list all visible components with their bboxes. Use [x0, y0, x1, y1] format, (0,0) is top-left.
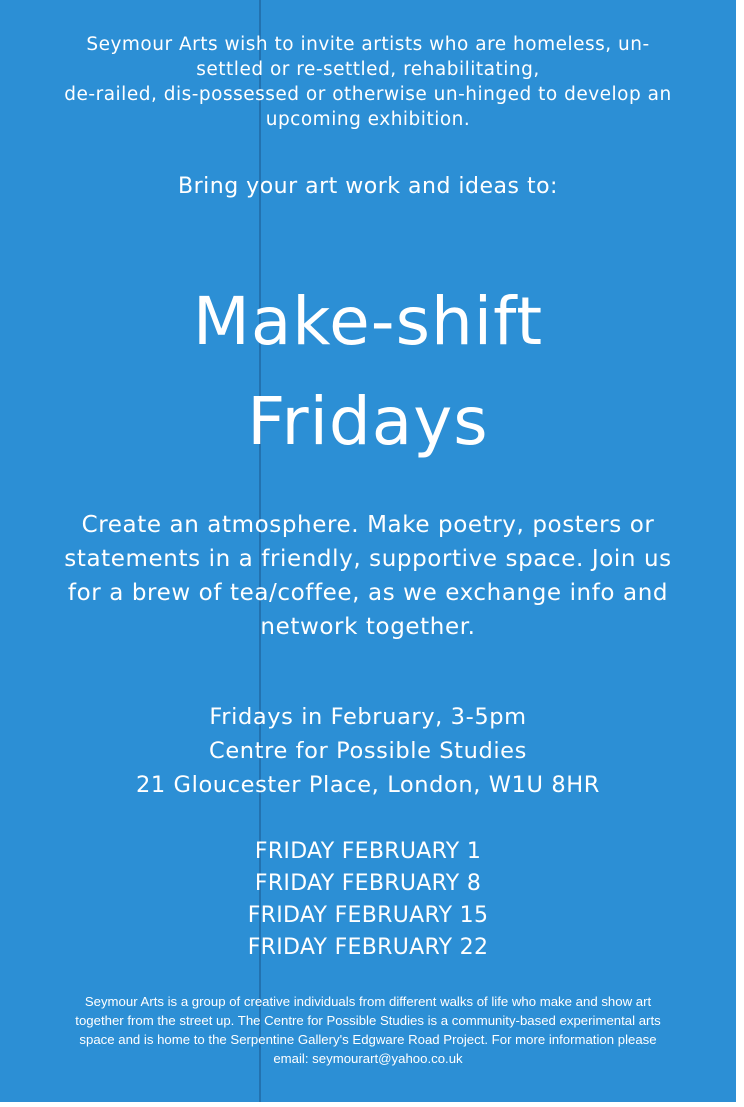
date-item: FRIDAY FEBRUARY 1 [254, 839, 482, 864]
event-title [0, 272, 736, 472]
description-line: statements in a friendly, supportive space. Join us [64, 546, 672, 572]
footer-text [6, 992, 730, 1068]
description-line: for a brew of tea/coffee, as we exchange info and [67, 580, 669, 606]
invitation-line: upcoming exhibition. [265, 109, 471, 130]
footer-line: Seymour Arts is a group of creative individuals from different walks of life who make and show art [84, 994, 652, 1009]
event-address: 21 Gloucester Place, London, W1U 8HR [135, 772, 601, 798]
description-text [6, 508, 730, 644]
date-item: FRIDAY FEBRUARY 22 [247, 935, 489, 960]
invitation-line: de-railed, dis-possessed or otherwise un-hinged to develop an [64, 84, 672, 105]
event-title-line: Make-shift [192, 283, 544, 360]
footer-line: space and is home to the Serpentine Gallery's Edgware Road Project. For more information please [79, 1032, 657, 1047]
invitation-text [10, 32, 726, 132]
date-list [0, 836, 736, 964]
footer-line: email: seymourart@yahoo.co.uk [273, 1051, 463, 1066]
bring-work-line: Bring your art work and ideas to: [178, 174, 558, 199]
date-item: FRIDAY FEBRUARY 8 [254, 871, 482, 896]
date-item: FRIDAY FEBRUARY 15 [247, 903, 489, 928]
event-time: Fridays in February, 3-5pm [209, 704, 527, 730]
description-line: Create an atmosphere. Make poetry, posters or [81, 512, 655, 538]
invitation-line: Seymour Arts wish to invite artists who are homeless, un- [86, 34, 650, 55]
event-title-line: Fridays [247, 383, 489, 460]
description-line: network together. [260, 614, 476, 640]
event-details [0, 700, 736, 802]
invitation-line: settled or re-settled, rehabilitating, [196, 59, 540, 80]
footer-line: together from the street up. The Centre for Possible Studies is a community-based experimental arts [75, 1013, 661, 1028]
event-venue: Centre for Possible Studies [209, 738, 527, 764]
